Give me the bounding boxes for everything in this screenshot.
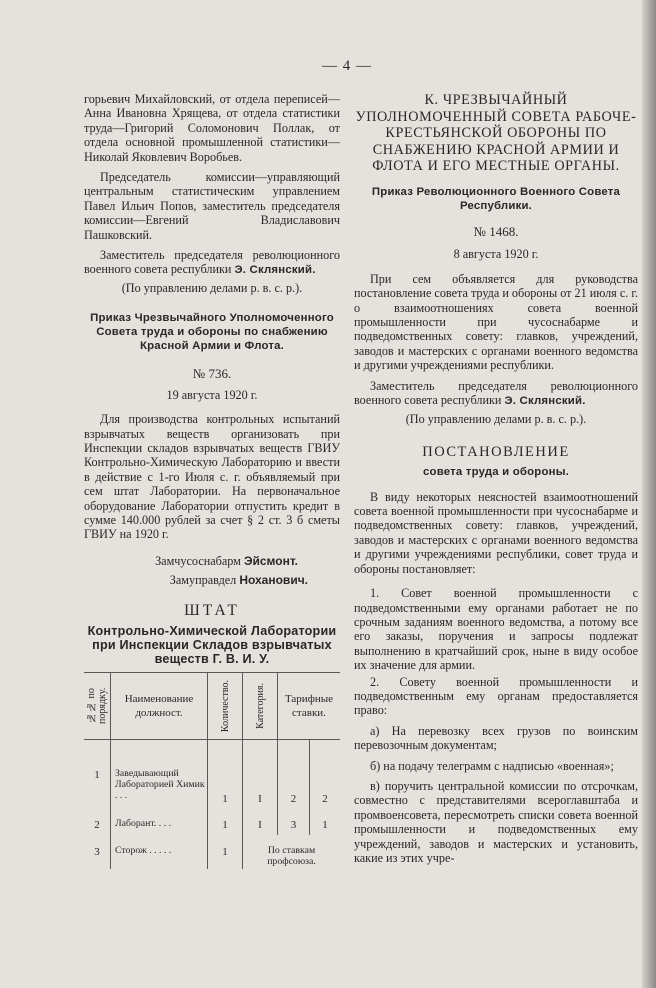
- header-position: Наименование должност.: [111, 672, 208, 739]
- header-rates: Тарифные ставки.: [278, 672, 341, 739]
- row-position: Лаборант. . . .: [111, 808, 208, 834]
- row-rate-2: 2: [310, 739, 341, 808]
- decree-heading: ПОСТАНОВЛЕНИЕ: [422, 443, 570, 460]
- decree-item-1: 1. Совет военной промышленности с подведомственными ему органами работает не по срочным заданиям военного ведомства, а потому все его заказы, поручения и запросы подлежат выполнению в кратчайший срок, ныне в виду особое их значение для армии.: [354, 586, 638, 673]
- row-number: 1: [94, 768, 100, 781]
- deputy-title: Заместитель председателя революционного военного совета республики: [84, 248, 340, 277]
- decree-item-2c: в) поручить центральной комиссии по отсрочкам, совместно с представителями всероглавштаба и промвоенсовета, пересмотреть списки совета военной промышленности и подведомственных ему учреждений, заводов и мастерских и установить, какие из этих учре-: [354, 778, 638, 865]
- deputy-signature: Э. Склянский.: [234, 264, 316, 277]
- decree-item-2: 2. Совету военной промышленности и подведомственным ему органам предоставляется право:: [354, 674, 638, 718]
- rvs-order-number: № 1468.: [473, 223, 519, 239]
- signature-2-name: Ноханович.: [239, 573, 308, 588]
- order-title: Приказ Чрезвычайного Уполномоченного Совета труда и обороны по снабжению Красной Армии и Флота.: [90, 312, 334, 353]
- header-quantity: Количество.: [208, 672, 243, 739]
- row-number: 2: [94, 819, 100, 832]
- section-title: К. ЧРЕЗВЫЧАЙНЫЙ УПОЛНОМОЧЕННЫЙ СОВЕТА РАБОЧЕ-КРЕСТЬЯНСКОЙ ОБОРОНЫ ПО СНАБЖЕНИЮ КРАСНОЙ АРМИИ И ФЛОТА И ЕГО МЕСТНЫЕ ОРГАНЫ.: [355, 92, 637, 175]
- decree-item-2b: б) на подачу телеграмм с надписью «военная»;: [370, 758, 614, 773]
- deputy-signature-paragraph: [84, 248, 340, 278]
- row-rate-2: 1: [310, 808, 341, 834]
- rvs-order-title: Приказ Революционного Военного Совета Республики.: [371, 185, 621, 212]
- rvs-deputy-paragraph: [354, 379, 638, 409]
- row-position: Сторож . . . . .: [111, 835, 208, 869]
- right-column: [354, 92, 638, 865]
- row-rate-1: 3: [278, 808, 310, 834]
- rvs-order-text: При сем объявляется для руководства постановление совета труда и обороны от 21 июля с. г. о взаимоотношениях совета военной промышленности при чусоснабарме и подведомственных совету: главков, учреждений, заводов и мастерских с органами военного ведомства и другими учреждениями республики.: [354, 271, 639, 373]
- rvs-order-date: 8 августа 1920 г.: [453, 247, 539, 262]
- rvs-admin-note: (По управлению делами р. в. с. р.).: [405, 412, 587, 427]
- signature-1-role: Замчусоснабарм: [155, 553, 241, 568]
- table-header-row: [84, 672, 340, 739]
- signature-1-name: Эйсмонт.: [243, 553, 298, 568]
- staff-list-paragraph: горьевич Михайловский, от отдела переписей—Анна Ивановна Хрящева, от отдела статистики труда—Григорий Соломонович Поллак, от отдела основной промышленной статистики—Николай Яковлевич Воробьев.: [84, 92, 340, 164]
- row-category: I: [243, 739, 278, 808]
- shtat-heading: ШТАТ: [184, 601, 240, 619]
- decree-item-2a: а) На перевозку всех грузов по воинским перевозочным документам;: [354, 723, 638, 753]
- row-rate-1: 2: [278, 739, 310, 808]
- order-text: Для производства контрольных испытаний взрывчатых веществ организовать при Инспекции складов взрывчатых веществ ГВИУ Контрольно-Химическую Лабораторию и ввести в действие с 1-го Июля с. г. объявляемый при сем штат Лаборатории. На первоначальное оборудование Лаборатории отпустить кредит в сумме 140.000 рублей за счет § 2 ст. 3 б сметы ГВИУ на 1920 г.: [84, 412, 340, 542]
- left-column: [84, 92, 340, 869]
- admin-note: (По управлению делами р. в. с. р.).: [121, 280, 303, 295]
- row-note: По ставкам профсоюза.: [243, 835, 341, 869]
- table-row: [84, 808, 340, 834]
- row-quantity: 1: [208, 739, 243, 808]
- header-category: Категория.: [243, 672, 278, 739]
- order-number: № 736.: [192, 366, 232, 382]
- signature-2-role: Замуправдел: [169, 573, 237, 588]
- page-number: — 4 —: [322, 58, 372, 74]
- decree-subheading: совета труда и обороны.: [423, 466, 569, 479]
- row-position: Заведывающий Лабораторией Химик . . .: [111, 739, 208, 808]
- order-date: 19 августа 1920 г.: [166, 387, 258, 402]
- row-category: I: [243, 808, 278, 834]
- decree-intro: В виду некоторых неясностей взаимоотношений совета военной промышленности при чусоснабарме и подведомственных совету: главков, учреждений, заводов и мастерских с органами военного ведомства и другими учреждениями республики, совет труда и обороны постановляет:: [354, 489, 638, 576]
- row-quantity: 1: [208, 808, 243, 834]
- commission-chair-paragraph: Председатель комиссии—управляющий центральным статистическим управлением Павел Ильич Попов, заместитель председателя комиссии—Евгений Владиславович Пашковский.: [84, 170, 340, 242]
- row-quantity: 1: [208, 835, 243, 869]
- rvs-deputy-title: Заместитель председателя революционного военного совета республики: [354, 378, 638, 408]
- signature-line-1: [84, 554, 340, 568]
- header-number: №№ по порядку.: [86, 687, 108, 725]
- signature-line-2: [84, 573, 340, 587]
- rvs-deputy-signature: Э. Склянский.: [504, 395, 586, 408]
- staff-table: [84, 672, 340, 869]
- shtat-title: Контрольно-Химической Лаборатории при Инспекции Складов взрывчатых веществ Г. В. И. У.: [87, 623, 337, 666]
- row-number: 3: [94, 845, 100, 858]
- table-row: [84, 739, 340, 808]
- table-row: [84, 835, 340, 869]
